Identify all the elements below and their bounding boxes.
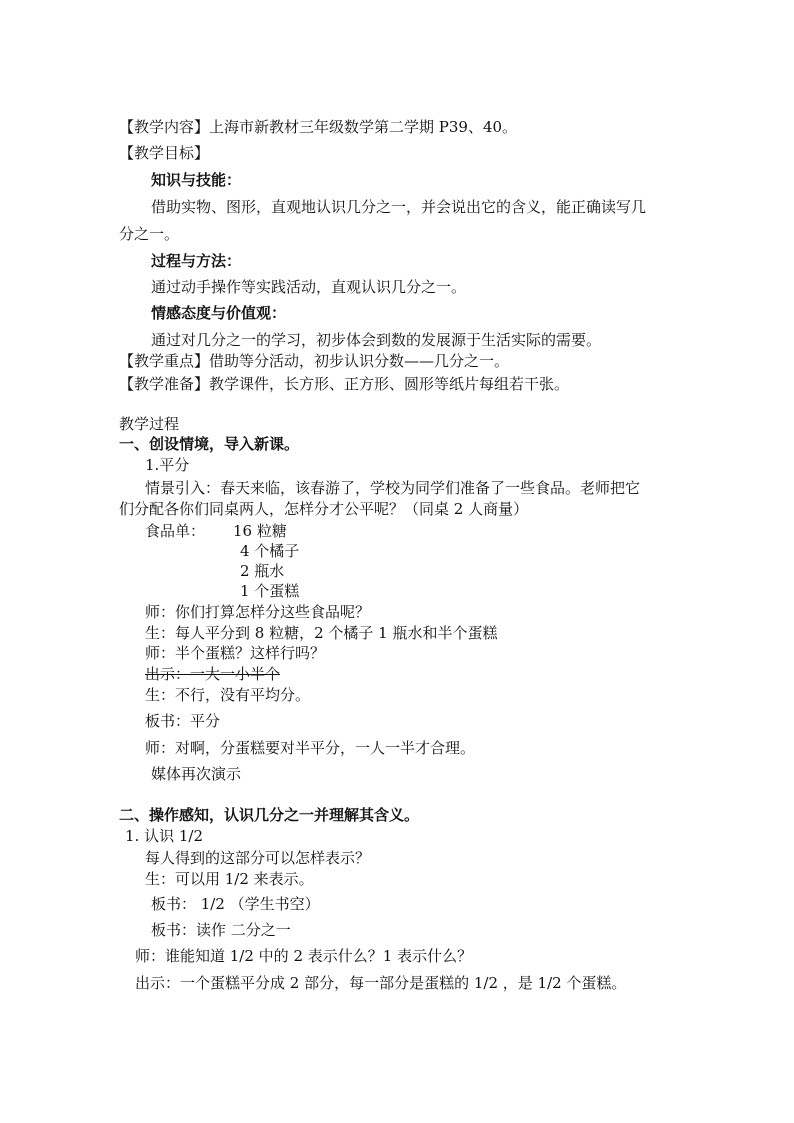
dialogue-line: 师：半个蛋糕？这样行吗？ (145, 644, 326, 662)
dialogue-line: 板书：平分 (145, 712, 221, 730)
section-1-heading: 一、创设情境，导入新课。 (119, 435, 300, 453)
food-item: 2 瓶水 (240, 562, 285, 580)
dialogue-line: 每人得到的这部分可以怎样表示？ (145, 849, 371, 867)
process-heading: 过程与方法： (151, 252, 242, 270)
dialogue-line: 师：对啊，分蛋糕要对半平分，一人一半才合理。 (145, 739, 476, 757)
dialogue-line: 板书： 1/2 （学生书空） (151, 895, 320, 913)
food-list-label: 食品单： (145, 522, 206, 540)
teaching-focus-line: 【教学重点】借助等分活动，初步认识分数——几分之一。 (119, 352, 510, 370)
process-title: 教学过程 (119, 415, 180, 433)
process-text: 通过动手操作等实践活动，直观认识几分之一。 (151, 278, 467, 296)
food-item: 1 个蛋糕 (240, 582, 300, 600)
knowledge-heading: 知识与技能： (151, 171, 242, 189)
subsection-1: 1.平分 (145, 456, 190, 474)
food-item: 16 粒糖 (233, 522, 287, 540)
emotion-text: 通过对几分之一的学习，初步体会到数的发展源于生活实际的需要。 (151, 331, 602, 349)
dialogue-line: 生：不行，没有平均分。 (145, 686, 311, 704)
knowledge-text-line-2: 分之一。 (119, 225, 180, 243)
food-item: 4 个橘子 (240, 542, 300, 560)
dialogue-line: 媒体再次演示 (151, 765, 242, 783)
section-2-heading: 二、操作感知，认识几分之一并理解其含义。 (119, 806, 420, 824)
dialogue-line: 师：你们打算怎样分这些食品呢？ (145, 603, 371, 621)
dialogue-line: 生：每人平分到 8 粒糖，2 个橘子 1 瓶水和半个蛋糕 (145, 624, 498, 642)
emotion-heading: 情感态度与价值观： (151, 304, 287, 322)
knowledge-text-line-1: 借助实物、图形，直观地认识几分之一，并会说出它的含义，能正确读写几 (151, 198, 647, 216)
subsection-2: 1. 认识 1/2 (125, 827, 203, 845)
dialogue-line: 出示：一个蛋糕平分成 2 部分，每一部分是蛋糕的 1/2 ，是 1/2 个蛋糕。 (135, 974, 627, 992)
teaching-prep-line: 【教学准备】教学课件，长方形、正方形、圆形等纸片每组若干张。 (119, 375, 570, 393)
dialogue-line: 出示：一大一小半个 (145, 665, 281, 683)
intro-line-1: 情景引入：春天来临，该春游了，学校为同学们准备了一些食品。老师把它 (145, 479, 641, 497)
teaching-goal-heading: 【教学目标】 (119, 144, 210, 162)
dialogue-line: 生：可以用 1/2 来表示。 (145, 870, 314, 888)
dialogue-line: 师：谁能知道 1/2 中的 2 表示什么？1 表示什么？ (135, 947, 473, 965)
intro-line-2: 们分配各你们同桌两人，怎样分才公平呢？（同桌 2 人商量） (119, 500, 529, 518)
dialogue-line: 板书：读作 二分之一 (151, 921, 291, 939)
teaching-content-line: 【教学内容】上海市新教材三年级数学第二学期 P39、40。 (119, 118, 518, 136)
